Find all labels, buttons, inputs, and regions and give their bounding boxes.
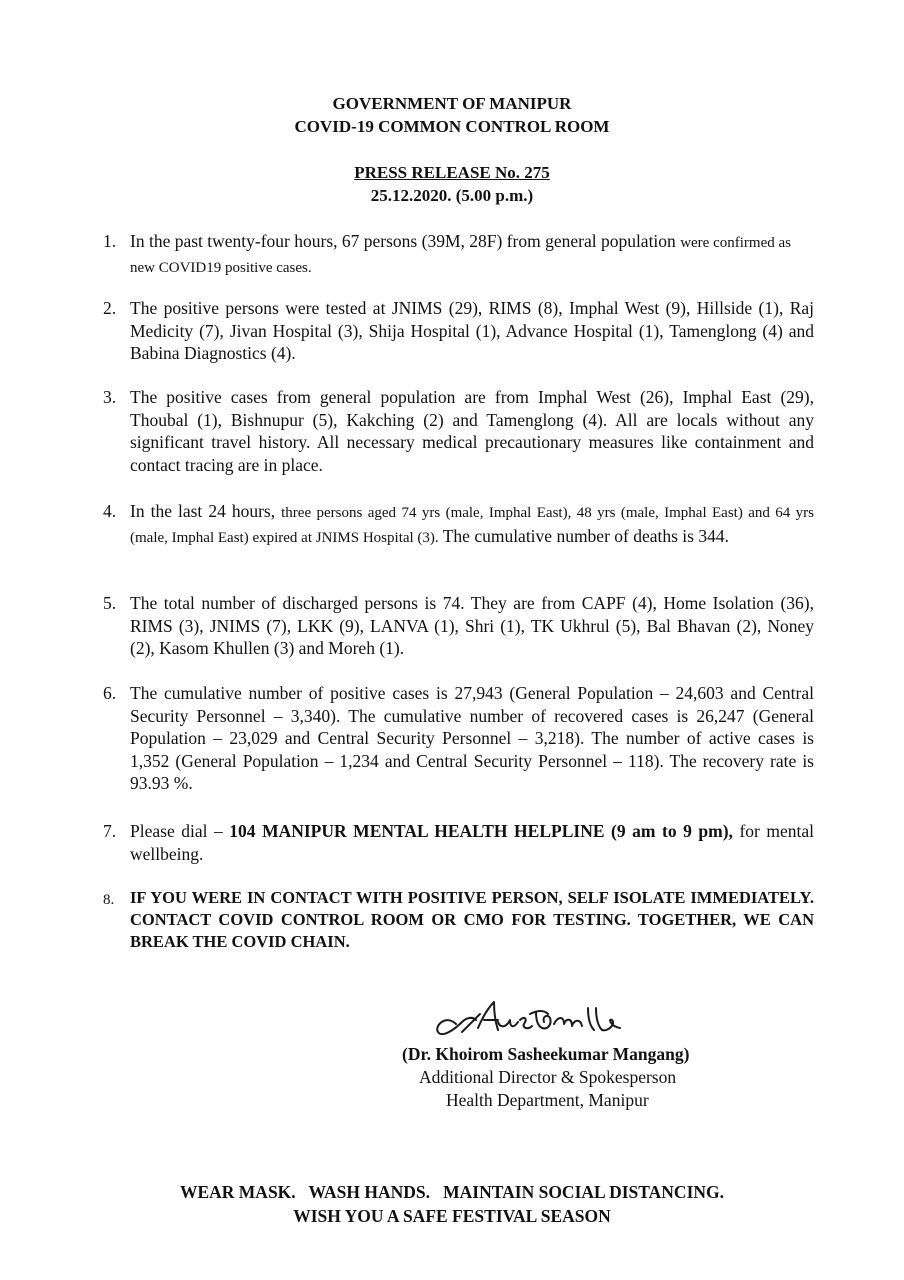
footer-line: WISH YOU A SAFE FESTIVAL SEASON [293,1206,611,1226]
item-number: 7. [103,821,117,841]
advisory-text: IF YOU WERE IN CONTACT WITH POSITIVE PERSON, SELF ISOLATE IMMEDIATELY. CONTACT COVID CONTROL ROOM OR CMO FOR TESTING. TOGETHER, WE CAN BREAK THE COVID CHAIN. [130,888,814,951]
item-text: In the past twenty-four hours, 67 persons (39M, 28F) from general population [130,231,676,251]
list-item [103,500,814,549]
government-title: GOVERNMENT OF MANIPUR [332,94,572,113]
release-datetime: 25.12.2020. (5.00 p.m.) [370,186,534,205]
footer-line: WEAR MASK. WASH HANDS. MAINTAIN SOCIAL DISTANCING. [179,1182,725,1202]
item-text: The total number of discharged persons is 74. They are from CAPF (4), Home Isolation (36), RIMS (3), JNIMS (7), LKK (9), LANVA (1), Shri (1), TK Ukhrul (5), Bal Bhavan (2), Noney (2), Kasom Khullen (3) and Moreh (1). [130,593,814,659]
item-text: for mental wellbeing. [130,821,814,864]
list-item [103,820,814,865]
item-text: The cumulative number of positive cases is 27,943 (General Population – 24,603 and Central Security Personnel – 3,340). The cumulative number of recovered cases is 26,247 (General Population – 23,029 and Central Security Personnel – 3,218). The number of active cases is 1,352 (General Population – 1,234 and Central Security Personnel – 118). The recovery rate is 93.93 %. [130,683,814,794]
footer-slogans [0,1180,904,1228]
press-release-number: PRESS RELEASE No. 275 [354,163,550,182]
item-number: 4. [103,501,117,521]
item-number: 8. [103,892,115,908]
item-text: Please dial – [130,821,223,841]
list-item [103,386,814,476]
list-item [103,887,814,953]
list-item [103,297,814,365]
list-item [103,592,814,660]
helpline-text: 104 MANIPUR MENTAL HEALTH HELPLINE (9 am to 9 pm), [229,821,733,841]
signatory-name: (Dr. Khoirom Sasheekumar Mangang) [402,1044,690,1064]
list-item [103,682,814,795]
signatory-title: Additional Director & Spokesperson [419,1067,677,1087]
item-text: In the last 24 hours, [130,501,276,521]
item-number: 2. [103,298,117,318]
signature-image [432,996,657,1046]
item-text: The positive cases from general population are from Imphal West (26), Imphal East (29), Thoubal (1), Bishnupur (5), Kakching (2) and Tamenglong (4). All are locals without any significant travel history. All necessary medical precautionary measures like containment and contact tracing are in place. [130,387,814,475]
item-text: were confirmed as new COVID19 positive cases. [130,235,791,276]
list-item [103,230,814,279]
item-number: 6. [103,683,117,703]
control-room-title: COVID-19 COMMON CONTROL ROOM [294,117,610,136]
item-text: The cumulative number of deaths is 344. [442,525,729,546]
item-number: 5. [103,593,117,613]
signatory-department: Health Department, Manipur [446,1090,649,1110]
item-text: three persons aged 74 yrs (male, Imphal East), 48 yrs (male, Imphal East) and 64 yrs (male, Imphal East) expired at JNIMS Hospital (3). [130,505,815,546]
letterhead [0,92,904,138]
item-text: The positive persons were tested at JNIMS (29), RIMS (8), Imphal West (9), Hillside (1), Raj Medicity (7), Jivan Hospital (3), Shija Hospital (1), Advance Hospital (1), Tamenglong (4) and Babina Diagnostics (4). [130,298,814,364]
item-number: 1. [103,231,117,251]
item-number: 3. [103,387,117,407]
release-heading [0,161,904,207]
